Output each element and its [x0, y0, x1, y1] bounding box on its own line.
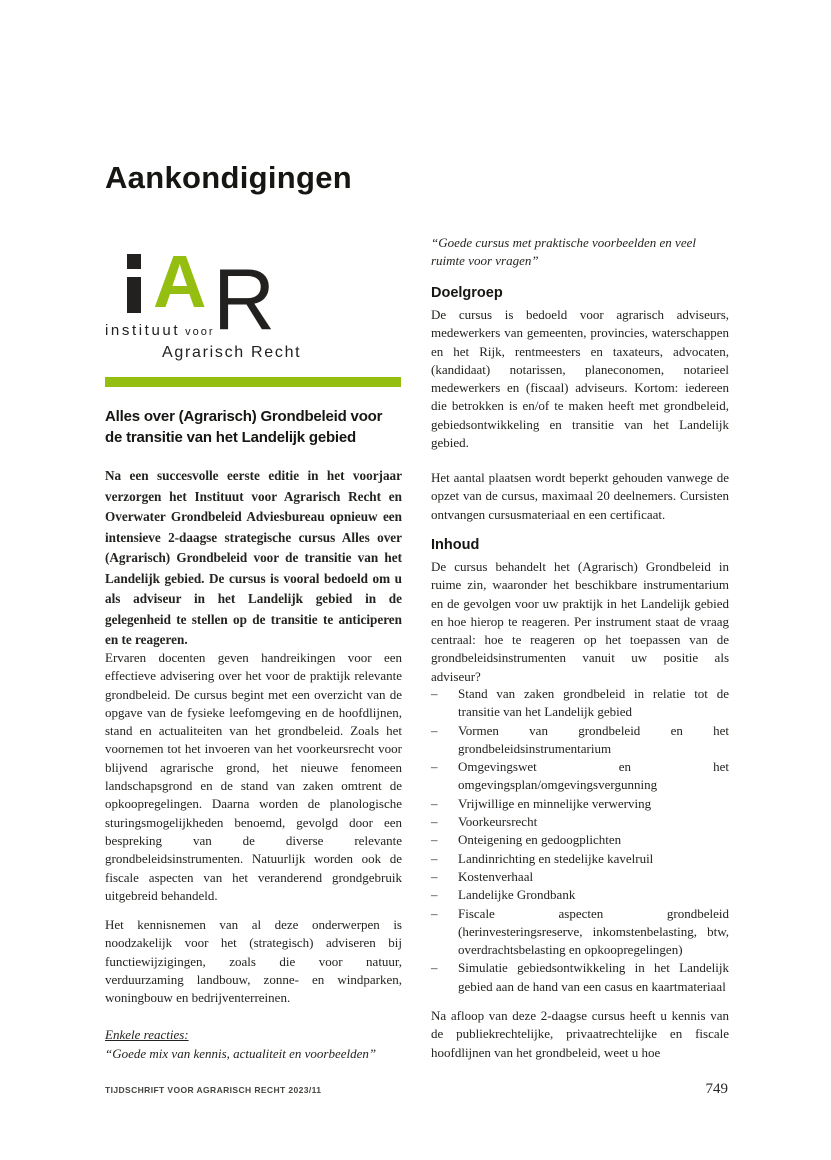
list-item-text: Kostenverhaal	[458, 868, 534, 884]
capacity-paragraph: Het aantal plaatsen wordt beperkt gehouden vanwege de opzet van de cursus, maximaal 20 deelnemers. Cursisten ontvangen cursusmateriaal en een certificaat.	[431, 470, 729, 522]
inhoud-text: De cursus behandelt het (Agrarisch) Grondbeleid in ruime zin, waaronder het beschikbare instrumentarium en de gevolgen voor uw praktijk in het Landelijk gebied en hoe hierop te reageren. Per instrument staat de vraag centraal: hoe te reageren op het toepassen van de grondbeleidsinstrumenten vanuit uw positie als adviseur?	[431, 559, 729, 684]
left-column	[105, 0, 402, 1160]
reaction-quote-1: “Goede mix van kennis, actualiteit en voorbeelden”	[105, 1046, 377, 1061]
reactions-label: Enkele reacties:	[105, 1027, 189, 1042]
list-item	[431, 831, 729, 849]
list-item-text: Omgevingswet en het omgevingsplan/omgevingsvergunning	[458, 759, 729, 793]
list-item-text: Voorkeursrecht	[458, 814, 538, 830]
intro-paragraph: Na een succesvolle eerste editie in het voorjaar verzorgen het Instituut voor Agrarisch Recht en Overwater Grondbeleid Adviesbureau opnieuw een intensieve 2-daagse strategische cursus Alles over (Agrarisch) Grondbeleid voor de transitie van het Landelijk gebied. De cursus is vooral bedoeld om u als adviseur in het Landelijk gebied in de gelegenheid te stellen op de transitie te anticiperen en te reageren.	[105, 468, 402, 647]
reaction-quote-2: “Goede cursus met praktische voorbeelden en veel ruimte voor vragen”	[431, 235, 696, 269]
list-item-text: Landinrichting en stedelijke kavelruil	[458, 850, 654, 866]
right-column	[431, 0, 729, 1160]
closing-paragraph: Na afloop van deze 2-daagse cursus heeft u kennis van de publiekrechtelijke, privaatrechtelijke en fiscale hoofdlijnen van het grondbeleid, weet u hoe	[431, 1008, 729, 1060]
dash-bullet: –	[431, 686, 438, 701]
list-item-text: Fiscale aspecten grondbeleid (herinvesteringsreserve, inkomstenbelasting, btw, overdrachtsbelasting en opkoopregelingen)	[458, 905, 729, 958]
inhoud-heading: Inhoud	[431, 537, 480, 553]
dash-bullet: –	[431, 960, 438, 976]
list-item	[431, 868, 729, 886]
logo-tagline-main: instituut	[105, 322, 181, 339]
article-heading	[105, 407, 402, 448]
list-item-text: Simulatie gebiedsontwikkeling in het Landelijk gebied aan de hand van een casus en kaartmateriaal	[458, 960, 729, 994]
page-title: Aankondigingen	[105, 160, 353, 195]
dash-bullet: –	[431, 850, 438, 866]
list-item	[431, 905, 729, 960]
list-item	[431, 722, 729, 759]
dash-bullet: –	[431, 795, 438, 811]
list-item-text: Vormen van grondbeleid en het grondbeleidsinstrumentarium	[458, 722, 729, 756]
list-item-text: Landelijke Grondbank	[458, 887, 576, 903]
list-item	[431, 959, 729, 996]
list-item-text: Vrijwillige en minnelijke verwerving	[458, 795, 652, 811]
footer-page-number: 749	[705, 1081, 728, 1097]
dash-bullet: –	[431, 832, 438, 848]
dash-bullet: –	[431, 905, 438, 921]
dash-bullet: –	[431, 887, 438, 903]
list-item	[431, 813, 729, 831]
logo-letter-a: A	[153, 240, 207, 323]
doelgroep-heading: Doelgroep	[431, 285, 503, 301]
logo-name-line: Agrarisch Recht	[162, 344, 302, 361]
topics-list	[431, 685, 729, 996]
article-heading-line2: de transitie van het Landelijk gebied	[105, 428, 356, 446]
list-item	[431, 758, 729, 795]
article-heading-line1: Alles over (Agrarisch) Grondbeleid voor	[105, 408, 383, 425]
list-item-text: Onteigening en gedoogplichten	[458, 832, 622, 848]
dash-bullet: –	[431, 722, 438, 738]
list-item	[431, 850, 729, 868]
list-item	[431, 886, 729, 904]
footer-journal-line: TIJDSCHRIFT VOOR AGRARISCH RECHT 2023/11	[105, 1085, 322, 1095]
doelgroep-text: De cursus is bedoeld voor agrarisch adviseurs, medewerkers van gemeenten, provincies, waterschappen en het Rijk, rentmeesters en taxateurs, advocaten, (kandidaat) notarissen, planeconomen, notarieel medewerkers en (fiscaal) adviseurs. Kortom: iedereen die betrokken is en/of te maken heeft met grondbeleid, gebiedsontwikkeling en transitie van het Landelijk gebied.	[431, 307, 729, 451]
list-item	[431, 685, 729, 722]
list-item-text: Stand van zaken grondbeleid in relatie tot de transitie van het Landelijk gebied	[458, 686, 729, 720]
paragraph-docenten: Ervaren docenten geven handreikingen voor een effectieve advisering over het voor de praktijk relevante grondbeleid. De cursus begint met een overzicht van de opgave van de fysieke leefomgeving en de hoofdlijnen, stand en actualiteiten van het grondbeleid. Zoals het voornemen tot het invoeren van het voorkeursrecht voor blijvend agrarische grond, het nieuwe fenomeen landschapsgrond en de stand van zaken omtrent de opkoopregelingen. Daarna worden de planologische sturingsmogelijkheden benoemd, gevolgd door een bespreking van de diverse relevante grondbeleidsinstrumenten. Natuurlijk worden ook de fiscale aspecten van het veranderend grondgebruik uitgebreid behandeld.	[105, 650, 402, 903]
dash-bullet: –	[431, 759, 438, 775]
dash-bullet: –	[431, 868, 438, 884]
paragraph-kennisnemen: Het kennisnemen van al deze onderwerpen is noodzakelijk voor het (strategisch) adviseren bij functiewijzigingen, zoals die voor natuur, verduurzaming landbouw, zonne- en windparken, woningbouw en bedrijventerreinen.	[105, 917, 402, 1006]
dash-bullet: –	[431, 814, 438, 830]
list-item	[431, 795, 729, 813]
logo-tagline-small: voor	[185, 326, 215, 338]
logo-letter-r: R	[213, 252, 276, 348]
